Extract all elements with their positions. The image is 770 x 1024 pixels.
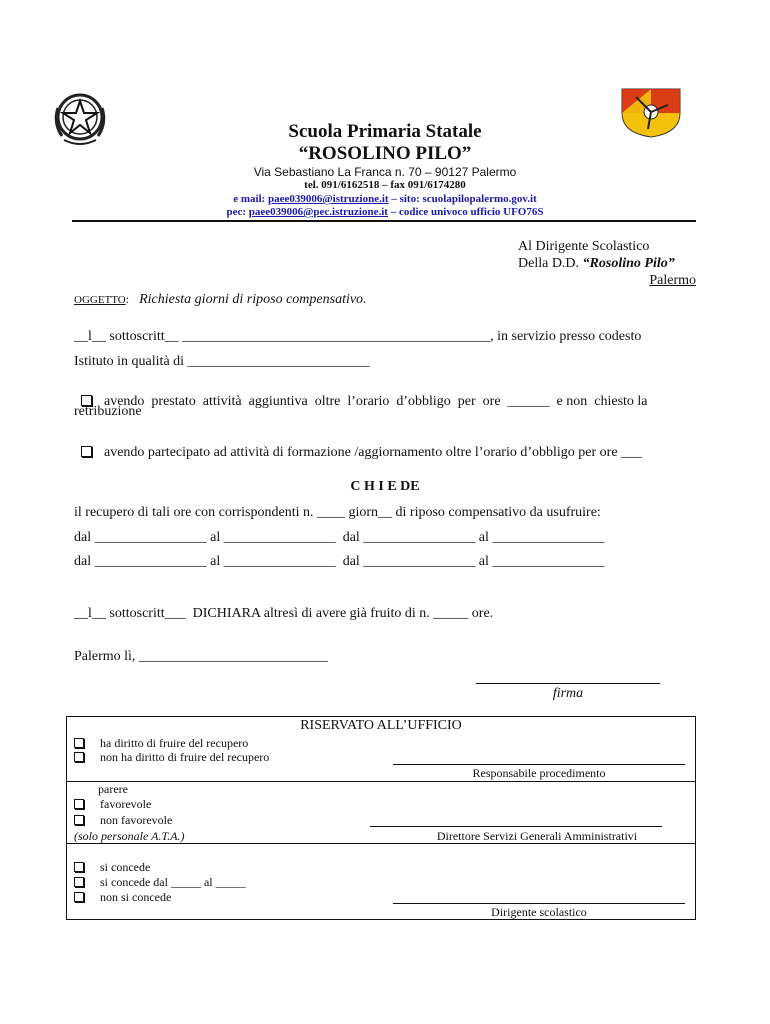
checkbox-icon[interactable] — [74, 738, 84, 748]
office-sec2-opt1 — [74, 797, 151, 812]
office-title: RISERVATO ALL’UFFICIO — [300, 718, 462, 733]
checkbox-icon[interactable] — [74, 815, 84, 825]
declarant-line: __l__ sottoscritt__ ____________________________________________, in servizio presso codesto — [74, 329, 642, 344]
option-training — [74, 429, 642, 461]
office-sec3-opt1 — [74, 860, 150, 875]
option-extra-hours-text: avendo prestato attività aggiuntiva oltre l’orario d’obbligo per ore ______ e non chiesto la — [104, 394, 648, 409]
header-divider — [72, 220, 696, 222]
recipient-line1: Al Dirigente Scolastico — [518, 239, 650, 254]
signature-label: firma — [552, 686, 584, 701]
site-text: – sito: scuolapilopalermo.gov.it — [388, 193, 537, 205]
office-sec2-opt1-text: favorevole — [100, 797, 152, 811]
office-sec3-opt3-text: non si concede — [100, 890, 172, 904]
office-sec2-note: (solo personale A.T.A.) — [74, 829, 185, 843]
subject-line — [74, 290, 367, 308]
office-sec2-opt2 — [74, 813, 172, 828]
office-sec3-opt2-text: si concede dal _____ al _____ — [100, 875, 246, 889]
pec-link[interactable]: paee039006@pec.istruzione.it — [248, 206, 388, 218]
office-sec3-opt3 — [74, 890, 171, 905]
office-sec3-opt1-text: si concede — [100, 860, 151, 874]
office-sec1-opt1 — [74, 736, 248, 751]
subject-label: OGGETTO — [74, 294, 126, 306]
sec3-role: Dirigente scolastico — [491, 905, 587, 919]
office-sec1-opt2 — [74, 750, 269, 765]
code-text: – codice univoco ufficio UFO76S — [387, 206, 544, 218]
office-sec3-opt2 — [74, 875, 246, 890]
declares-line: __l__ sottoscritt___ DICHIARA altresì di avere già fruito di n. _____ ore. — [74, 606, 494, 621]
checkbox-icon[interactable] — [74, 892, 84, 902]
school-phone: tel. 091/6162518 – fax 091/6174280 — [304, 179, 466, 191]
signature-line — [476, 683, 660, 684]
sec2-signature-line — [370, 826, 662, 827]
recipient-prefix: Della D.D. — [518, 256, 583, 271]
office-sec1-opt2-text: non ha diritto di fruire del recupero — [100, 750, 270, 764]
email-link[interactable]: paee039006@istruzione.it — [268, 193, 389, 205]
office-sec1-opt1-text: ha diritto di fruire del recupero — [100, 736, 249, 750]
recipient-line2 — [518, 256, 675, 272]
school-title: “ROSOLINO PILO” — [298, 143, 472, 164]
dates-row-1: dal ________________ al ________________ dal ________________ al ________________ — [74, 530, 605, 545]
option-training-text: avendo partecipato ad attività di formazione /aggiornamento oltre l’orario d’obbligo per ore ___ — [104, 445, 643, 460]
dates-row-2: dal ________________ al ________________ dal ________________ al ________________ — [74, 554, 605, 569]
sec1-role: Responsabile procedimento — [472, 766, 606, 780]
sec3-signature-line — [393, 903, 685, 904]
option-extra-hours — [74, 378, 648, 410]
checkbox-icon[interactable] — [74, 752, 84, 762]
recipient-city: Palermo — [649, 273, 696, 288]
role-line: Istituto in qualità di __________________________ — [74, 354, 370, 369]
school-name: Scuola Primaria Statale — [288, 121, 482, 142]
recovery-line: il recupero di tali ore con corrispondenti n. ____ giorn__ di riposo compensativo da usufruire: — [74, 505, 601, 520]
sec2-role: Direttore Servizi Generali Amministrativi — [436, 829, 638, 843]
checkbox-icon[interactable] — [74, 862, 84, 872]
subject-text: Richiesta giorni di riposo compensativo. — [139, 292, 367, 307]
place-date-line: Palermo lì, ___________________________ — [74, 649, 328, 664]
school-address: Via Sebastiano La Franca n. 70 – 90127 Palermo — [253, 165, 517, 179]
sec1-signature-line — [393, 764, 685, 765]
checkbox-icon[interactable] — [81, 446, 92, 457]
subject-colon: : — [125, 292, 130, 306]
email-line — [0, 193, 770, 205]
checkbox-icon[interactable] — [74, 877, 84, 887]
office-sec2-label: parere — [98, 782, 128, 796]
option-extra-hours-cont: retribuzione — [74, 404, 142, 419]
email-prefix: e mail: — [233, 193, 269, 205]
office-sec2-opt2-text: non favorevole — [100, 813, 173, 827]
chiede-heading: C H I E DE — [350, 479, 420, 494]
pec-prefix: pec: — [226, 206, 249, 218]
office-divider-1 — [66, 781, 696, 782]
recipient-school: “Rosolino Pilo” — [582, 256, 675, 271]
pec-line — [0, 206, 770, 218]
checkbox-icon[interactable] — [74, 799, 84, 809]
